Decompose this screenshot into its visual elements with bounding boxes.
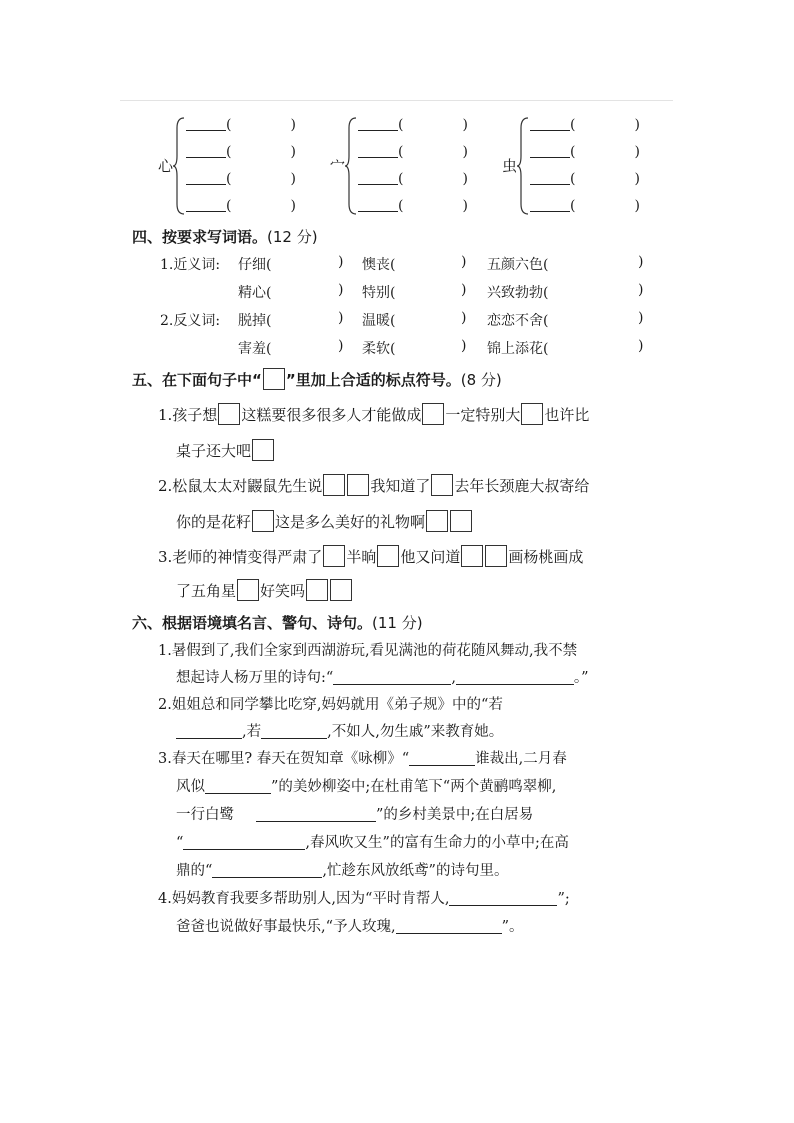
answer-blank[interactable] (261, 723, 327, 739)
answer-blank[interactable] (205, 778, 271, 794)
punctuation-box-sample (263, 368, 285, 390)
s6-q2-line2: ,若 ,不如人,勿生戚”来教育她。 (176, 720, 503, 741)
word-blank[interactable]: 柔软( (362, 341, 396, 357)
answer-blank[interactable] (396, 918, 502, 934)
word-blank[interactable]: 仔细( (238, 257, 272, 273)
answer-blank[interactable] (409, 750, 475, 766)
punctuation-box[interactable] (461, 545, 483, 567)
radical-blank[interactable]: ( ) (358, 170, 468, 190)
punctuation-box[interactable] (422, 403, 444, 425)
section-5-heading: 五、在下面句子中“ ”里加上合适的标点符号。(8 分) (132, 368, 502, 390)
radical-blank[interactable]: ( ) (358, 197, 468, 217)
s5-q2-line1: 2.松鼠太太对鼹鼠先生说 我知道了 去年长颈鹿大叔寄给 (158, 474, 589, 496)
punctuation-box[interactable] (330, 579, 352, 601)
radical-blank[interactable]: ( ) (358, 116, 468, 136)
radical-group-mian (330, 112, 490, 216)
punctuation-box[interactable] (426, 510, 448, 532)
brace-icon (516, 116, 530, 216)
antonym-row-1: 2.反义词: 脱掉( ) 温暖( ) 恋恋不舍( ) (160, 310, 644, 329)
word-blank[interactable]: 害羞( (238, 341, 272, 357)
s5-q2-line2: 你的是花籽 这是多么美好的礼物啊 (176, 510, 473, 532)
s6-q4-line2: 爸爸也说做好事最快乐,“予人玫瑰, ”。 (176, 919, 524, 935)
radical-group-chong (502, 112, 662, 216)
s6-q3-line4: “ ,春风吹又生”的富有生命力的小草中;在高 (176, 835, 569, 851)
brace-icon (172, 116, 186, 216)
answer-blank[interactable] (449, 890, 557, 906)
s6-q4-line1: 4.妈妈教育我要多帮助别人,因为“平时肯帮人, ”; (158, 891, 570, 907)
punctuation-box[interactable] (431, 474, 453, 496)
punctuation-box[interactable] (218, 403, 240, 425)
s6-q3-line2: 风似 ”的美妙柳姿中;在杜甫笔下“两个黄鹂鸣翠柳, (176, 779, 557, 795)
word-blank[interactable]: 恋恋不舍( (487, 313, 549, 329)
antonym-row-2: 害羞( ) 柔软( ) 锦上添花( ) (238, 338, 644, 357)
punctuation-box[interactable] (323, 545, 345, 567)
radical-char: 虫 (502, 157, 518, 175)
punctuation-box[interactable] (252, 439, 274, 461)
punctuation-box[interactable] (237, 579, 259, 601)
radical-blank[interactable]: ( ) (186, 116, 296, 136)
radical-blank[interactable]: ( ) (186, 170, 296, 190)
radical-blank[interactable]: ( ) (530, 116, 640, 136)
s5-q3-line2: 了五角星 好笑吗 (176, 579, 353, 601)
punctuation-box[interactable] (347, 474, 369, 496)
radical-blank[interactable]: ( ) (530, 143, 640, 163)
word-blank[interactable]: 特别( (362, 285, 396, 301)
s5-q1-line1: 1.孩子想 这糕要很多很多人才能做成 一定特别大 也许比 (158, 403, 589, 425)
word-blank[interactable]: 精心( (238, 285, 272, 301)
punctuation-box[interactable] (377, 545, 399, 567)
brace-icon (344, 116, 358, 216)
radical-blank[interactable]: ( ) (530, 197, 640, 217)
punctuation-box[interactable] (252, 510, 274, 532)
punctuation-box[interactable] (450, 510, 472, 532)
synonym-row-1: 1.近义词: 仔细( ) 懊丧( ) 五颜六色( ) (160, 254, 644, 273)
radical-blank[interactable]: ( ) (358, 143, 468, 163)
word-blank[interactable]: 脱掉( (238, 313, 272, 329)
word-blank[interactable]: 锦上添花( (487, 341, 549, 357)
answer-blank[interactable] (176, 723, 242, 739)
s6-q1-line2: 想起诗人杨万里的诗句:“ , 。” (176, 670, 589, 686)
s6-q1-line1: 1.暑假到了,我们全家到西湖游玩,看见满池的荷花随风舞动,我不禁 (158, 643, 578, 659)
word-blank[interactable]: 温暖( (362, 313, 396, 329)
answer-blank[interactable] (212, 862, 322, 878)
answer-blank[interactable] (183, 834, 305, 850)
s5-q3-line1: 3.老师的神情变得严肃了 半晌 他又问道 画杨桃画成 (158, 545, 583, 567)
top-rule (120, 100, 673, 101)
synonym-row-2: 精心( ) 特别( ) 兴致勃勃( ) (238, 282, 644, 301)
answer-blank[interactable] (333, 669, 451, 685)
word-blank[interactable]: 五颜六色( (487, 257, 549, 273)
answer-blank[interactable] (456, 669, 574, 685)
punctuation-box[interactable] (521, 403, 543, 425)
radical-group-xin (158, 112, 318, 216)
punctuation-box[interactable] (323, 474, 345, 496)
section-4-heading: 四、按要求写词语。(12 分) (132, 228, 318, 246)
word-blank[interactable]: 兴致勃勃( (487, 285, 549, 301)
section-6-heading: 六、根据语境填名言、警句、诗句。(11 分) (132, 614, 423, 632)
radical-blank[interactable]: ( ) (530, 170, 640, 190)
radical-char: 宀 (330, 157, 346, 175)
punctuation-box[interactable] (306, 579, 328, 601)
s6-q2-line1: 2.姐姐总和同学攀比吃穿,妈妈就用《弟子规》中的“若 (158, 697, 503, 713)
s6-q3-line1: 3.春天在哪里? 春天在贺知章《咏柳》“ 谁裁出,二月春 (158, 751, 567, 767)
word-blank[interactable]: 懊丧( (362, 257, 396, 273)
radical-blank[interactable]: ( ) (186, 143, 296, 163)
radical-char: 心 (158, 157, 174, 175)
s5-q1-line2: 桌子还大吧 (176, 439, 275, 461)
answer-blank[interactable] (256, 806, 376, 822)
s6-q3-line5: 鼎的“ ,忙趁东风放纸鸢”的诗句里。 (176, 863, 509, 879)
radical-blank[interactable]: ( ) (186, 197, 296, 217)
punctuation-box[interactable] (485, 545, 507, 567)
s6-q3-line3: 一行白鹭 ”的乡村美景中;在白居易 (176, 807, 534, 823)
